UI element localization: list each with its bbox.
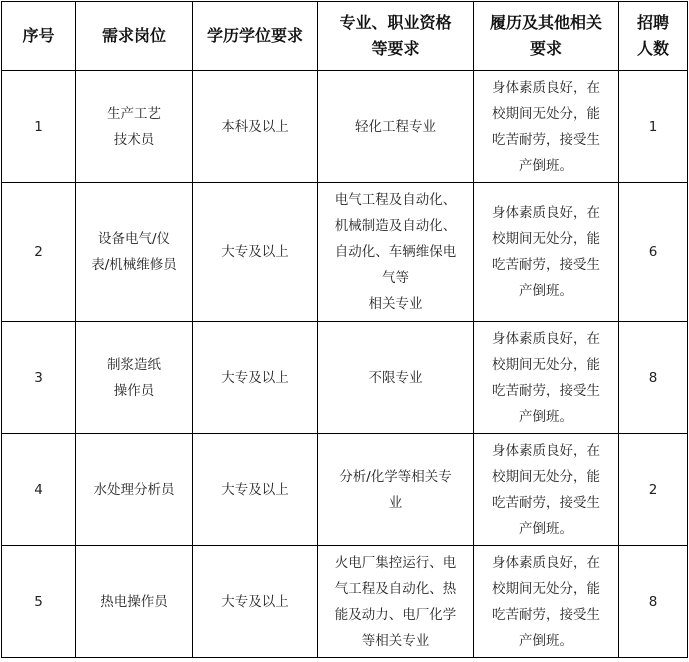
recruitment-table xyxy=(1,1,688,658)
cell-education-text: 大专及以上 xyxy=(221,481,289,498)
cell-position xyxy=(76,546,193,658)
cell-major xyxy=(318,71,474,183)
cell-position xyxy=(76,322,193,434)
cell-education-text: 大专及以上 xyxy=(221,369,289,386)
cell-experience-text: 身体素质良好，在 校期间无处分，能 吃苦耐劳，接受生 产倒班。 xyxy=(492,205,600,299)
cell-position-text: 热电操作员 xyxy=(100,593,168,610)
cell-major-text: 火电厂集控运行、电 气工程及自动化、热 能及动力、电厂化学 等相关专业 xyxy=(334,554,457,649)
cell-education-text: 本科及以上 xyxy=(221,118,289,135)
cell-no xyxy=(2,546,76,658)
table-header-row xyxy=(2,2,688,71)
cell-count-text: 8 xyxy=(648,593,658,610)
cell-position-text: 制浆造纸 操作员 xyxy=(107,356,161,399)
cell-major-text: 轻化工程专业 xyxy=(355,118,436,135)
cell-position-text: 生产工艺 技术员 xyxy=(107,105,161,148)
cell-major-text: 分析/化学等相关专 业 xyxy=(339,468,452,511)
table-row xyxy=(2,183,688,322)
header-experience xyxy=(474,2,619,71)
header-education xyxy=(193,2,318,71)
cell-experience-text: 身体素质良好，在 校期间无处分，能 吃苦耐劳，接受生 产倒班。 xyxy=(492,554,600,649)
cell-education xyxy=(193,546,318,658)
cell-no xyxy=(2,322,76,434)
cell-count xyxy=(619,322,688,434)
cell-experience-text: 身体素质良好，在 校期间无处分，能 吃苦耐劳，接受生 产倒班。 xyxy=(492,330,600,425)
table-row xyxy=(2,434,688,546)
cell-no xyxy=(2,434,76,546)
cell-no-text: 3 xyxy=(34,369,43,386)
header-count xyxy=(619,2,688,71)
header-major-label: 专业、职业资格等要求 xyxy=(339,13,452,58)
cell-experience xyxy=(474,546,619,658)
table-row xyxy=(2,322,688,434)
cell-count xyxy=(619,183,688,322)
cell-education xyxy=(193,322,318,434)
header-major xyxy=(318,2,474,71)
cell-position xyxy=(76,71,193,183)
cell-education xyxy=(193,183,318,322)
cell-education xyxy=(193,434,318,546)
header-count-label: 招聘人数 xyxy=(636,13,669,58)
cell-experience xyxy=(474,183,619,322)
table-row xyxy=(2,546,688,658)
cell-count xyxy=(619,71,688,183)
cell-major xyxy=(318,546,474,658)
table-row xyxy=(2,71,688,183)
cell-major-text: 不限专业 xyxy=(368,369,423,386)
cell-no-text: 4 xyxy=(34,481,43,498)
cell-experience-text: 身体素质良好，在 校期间无处分，能 吃苦耐劳，接受生 产倒班。 xyxy=(492,442,600,537)
cell-count xyxy=(619,546,688,658)
cell-count xyxy=(619,434,688,546)
cell-no-text: 5 xyxy=(34,593,43,610)
cell-count-text: 8 xyxy=(648,369,658,386)
cell-experience xyxy=(474,434,619,546)
header-position-label: 需求岗位 xyxy=(101,26,166,45)
header-no-label: 序号 xyxy=(22,26,55,45)
cell-major-text: 电气工程及自动化、 机械制造及自动化、 自动化、车辆维保电 气等 相关专业 xyxy=(334,192,457,312)
cell-count-text: 2 xyxy=(648,481,658,498)
header-no xyxy=(2,2,76,71)
cell-major xyxy=(318,322,474,434)
header-position xyxy=(76,2,193,71)
cell-no xyxy=(2,183,76,322)
cell-position-text: 设备电气/仪 表/机械维修员 xyxy=(91,231,177,273)
cell-no-text: 1 xyxy=(34,118,43,135)
cell-no-text: 2 xyxy=(34,244,43,260)
cell-position xyxy=(76,434,193,546)
cell-position-text: 水处理分析员 xyxy=(93,481,175,498)
header-education-label: 学历学位要求 xyxy=(207,26,304,45)
cell-education-text: 大专及以上 xyxy=(221,244,289,260)
header-experience-label: 履历及其他相关要求 xyxy=(489,13,602,58)
cell-education xyxy=(193,71,318,183)
cell-experience-text: 身体素质良好，在 校期间无处分，能 吃苦耐劳，接受生 产倒班。 xyxy=(492,79,600,174)
cell-experience xyxy=(474,322,619,434)
cell-major xyxy=(318,183,474,322)
cell-experience xyxy=(474,71,619,183)
cell-count-text: 6 xyxy=(648,244,658,260)
cell-education-text: 大专及以上 xyxy=(221,593,289,610)
cell-position xyxy=(76,183,193,322)
cell-major xyxy=(318,434,474,546)
cell-count-text: 1 xyxy=(648,118,658,135)
cell-no xyxy=(2,71,76,183)
